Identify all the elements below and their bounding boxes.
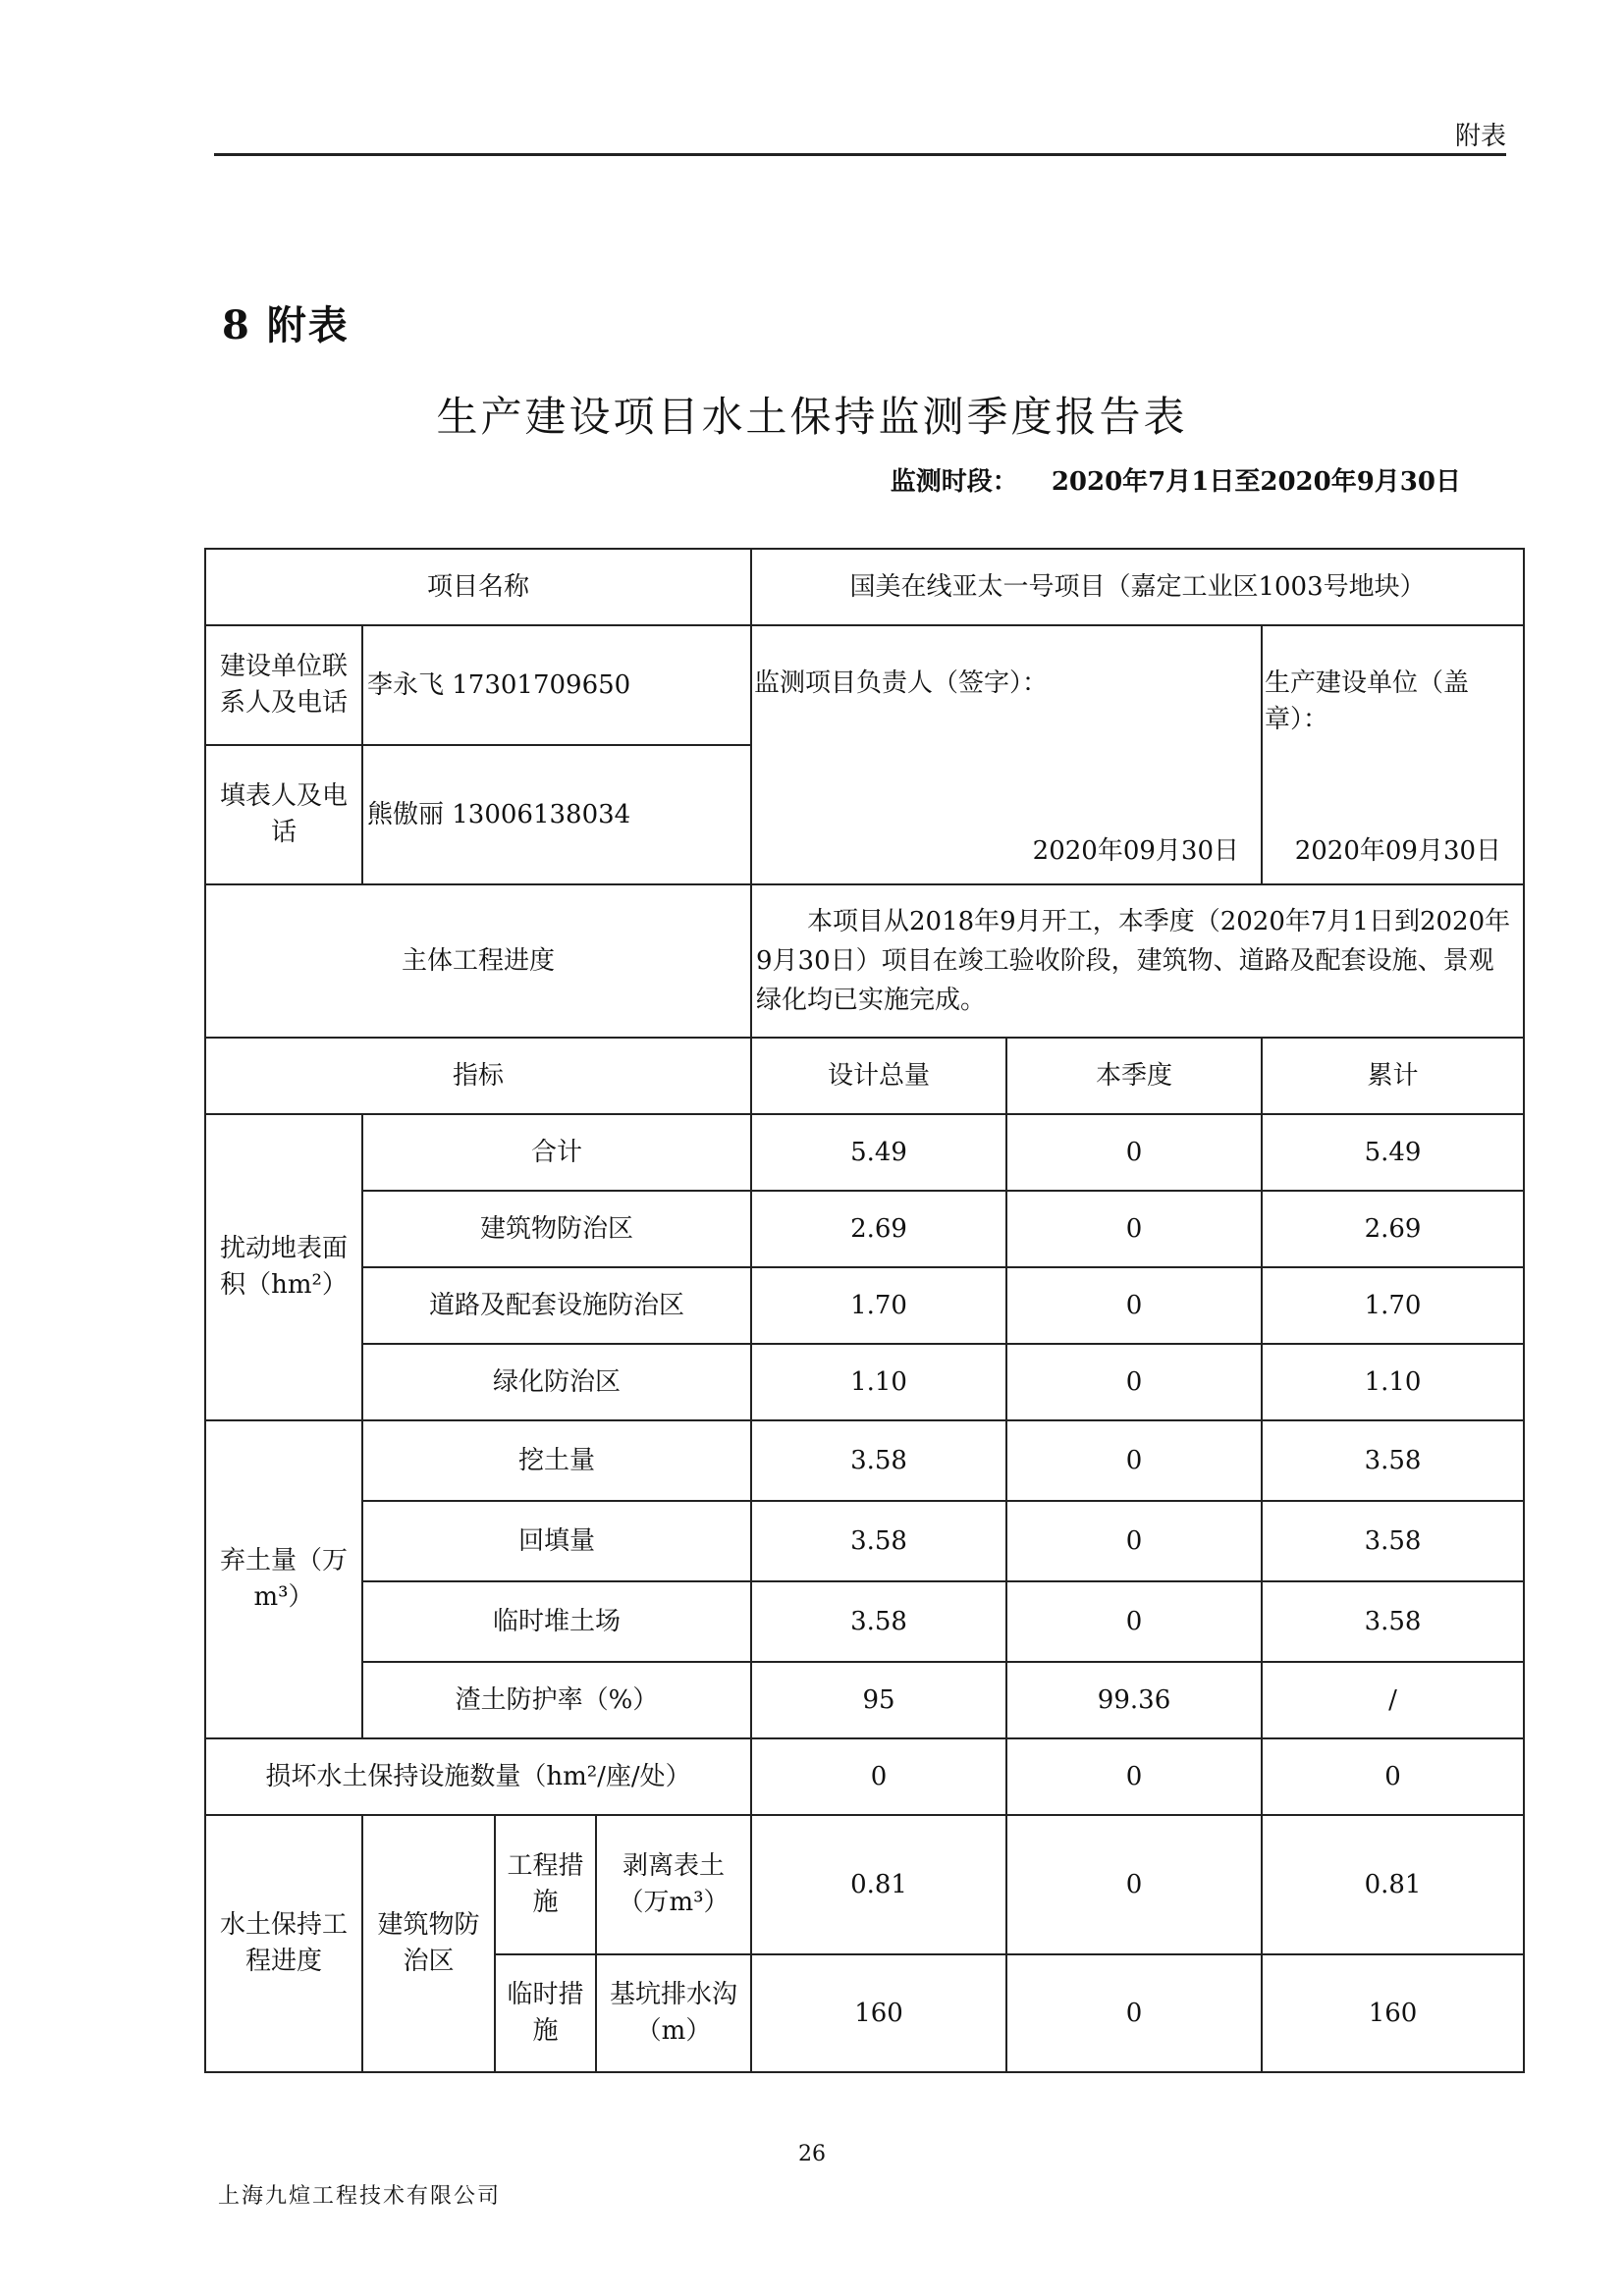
design-value: 1.70 [751, 1267, 1006, 1344]
project-name-label: 项目名称 [205, 549, 751, 625]
swc-progress-label: 水土保持工程进度 [205, 1815, 362, 2072]
builder-contact-label: 建设单位联系人及电话 [205, 625, 362, 745]
table-row [205, 1191, 1524, 1267]
period-value: 2020年7月1日至2020年9月30日 [1051, 467, 1461, 497]
quarter-value: 0 [1006, 1581, 1262, 1662]
design-value: 160 [751, 1954, 1006, 2072]
table-row [205, 1267, 1524, 1344]
cumulative-value: 1.70 [1262, 1267, 1524, 1344]
progress-text: 本项目从2018年9月开工，本季度（2020年7月1日到2020年9月30日）项目在竣工验收阶段，建筑物、道路及配套设施、景观绿化均已实施完成。 [751, 884, 1524, 1038]
cumulative-value: 2.69 [1262, 1191, 1524, 1267]
table-header-row [205, 1038, 1524, 1114]
cumulative-value: 0.81 [1262, 1815, 1524, 1954]
table-row [205, 1344, 1524, 1420]
row-name: 建筑物防治区 [362, 1191, 751, 1267]
row-name: 绿化防治区 [362, 1344, 751, 1420]
quarter-value: 0 [1006, 1114, 1262, 1191]
page-number: 26 [798, 2142, 826, 2166]
header-rule [214, 153, 1506, 156]
table-row [205, 1581, 1524, 1662]
col-header-this-quarter: 本季度 [1006, 1038, 1262, 1114]
builder-contact-value: 李永飞 17301709650 [362, 625, 751, 745]
table-row [205, 1501, 1524, 1581]
design-value: 3.58 [751, 1420, 1006, 1501]
quarter-value: 0 [1006, 1191, 1262, 1267]
filler-label: 填表人及电话 [205, 745, 362, 884]
table-row [205, 884, 1524, 1038]
period-label: 监测时段： [890, 467, 1018, 497]
row-name: 回填量 [362, 1501, 751, 1581]
section-heading: 8 附表 [222, 302, 350, 348]
cumulative-value: / [1262, 1662, 1524, 1738]
swc-zone-label: 建筑物防治区 [362, 1815, 495, 2072]
quarter-value: 0 [1006, 1738, 1262, 1815]
cumulative-value: 3.58 [1262, 1420, 1524, 1501]
col-header-design-total: 设计总量 [751, 1038, 1006, 1114]
design-value: 1.10 [751, 1344, 1006, 1420]
cumulative-value: 0 [1262, 1738, 1524, 1815]
quarter-value: 0 [1006, 1344, 1262, 1420]
quarter-value: 99.36 [1006, 1662, 1262, 1738]
table-row [205, 1114, 1524, 1191]
quarter-value: 0 [1006, 1420, 1262, 1501]
project-name-value: 国美在线亚太一号项目（嘉定工业区1003号地块） [751, 549, 1524, 625]
measure-type: 工程措施 [495, 1815, 596, 1954]
builder-seal-cell [1262, 625, 1524, 884]
measure-type: 临时措施 [495, 1954, 596, 2072]
design-value: 95 [751, 1662, 1006, 1738]
measure-name: 剥离表土（万m³） [596, 1815, 751, 1954]
running-header: 附表 [1454, 122, 1506, 151]
col-header-cumulative: 累计 [1262, 1038, 1524, 1114]
table-row [205, 625, 1524, 745]
quarter-value: 0 [1006, 1815, 1262, 1954]
cumulative-value: 160 [1262, 1954, 1524, 2072]
quarter-value: 0 [1006, 1501, 1262, 1581]
table-row [205, 1420, 1524, 1501]
monitor-sign-date: 2020年09月30日 [1032, 836, 1240, 866]
design-value: 3.58 [751, 1501, 1006, 1581]
row-name: 临时堆土场 [362, 1581, 751, 1662]
row-name: 挖土量 [362, 1420, 751, 1501]
company-name: 上海九煊工程技术有限公司 [218, 2184, 502, 2209]
table-row [205, 1738, 1524, 1815]
table-row [205, 549, 1524, 625]
quarter-value: 0 [1006, 1267, 1262, 1344]
design-value: 2.69 [751, 1191, 1006, 1267]
builder-seal-date: 2020年09月30日 [1294, 836, 1502, 866]
cumulative-value: 3.58 [1262, 1581, 1524, 1662]
design-value: 3.58 [751, 1581, 1006, 1662]
design-value: 0.81 [751, 1815, 1006, 1954]
row-name: 渣土防护率（%） [362, 1662, 751, 1738]
quarter-value: 0 [1006, 1954, 1262, 2072]
monitor-sign-cell [751, 625, 1262, 884]
report-title: 生产建设项目水土保持监测季度报告表 [436, 393, 1188, 441]
design-value: 5.49 [751, 1114, 1006, 1191]
table-row [205, 1662, 1524, 1738]
builder-seal-label: 生产建设单位（盖章）： [1265, 668, 1470, 734]
col-header-indicator: 指标 [205, 1038, 751, 1114]
cumulative-value: 3.58 [1262, 1501, 1524, 1581]
table-row [205, 1815, 1524, 1954]
monitor-sign-label: 监测项目负责人（签字）： [754, 668, 1049, 698]
report-table [204, 548, 1525, 2073]
row-name: 道路及配套设施防治区 [362, 1267, 751, 1344]
spoil-volume-label: 弃土量（万m³） [205, 1420, 362, 1738]
cumulative-value: 1.10 [1262, 1344, 1524, 1420]
monitoring-period [891, 461, 1461, 498]
filler-value: 熊傲丽 13006138034 [362, 745, 751, 884]
measure-name: 基坑排水沟（m） [596, 1954, 751, 2072]
progress-label: 主体工程进度 [205, 884, 751, 1038]
row-name: 合计 [362, 1114, 751, 1191]
damaged-facilities-label: 损坏水土保持设施数量（hm²/座/处） [205, 1738, 751, 1815]
cumulative-value: 5.49 [1262, 1114, 1524, 1191]
disturbed-area-label: 扰动地表面积（hm²） [205, 1114, 362, 1420]
design-value: 0 [751, 1738, 1006, 1815]
